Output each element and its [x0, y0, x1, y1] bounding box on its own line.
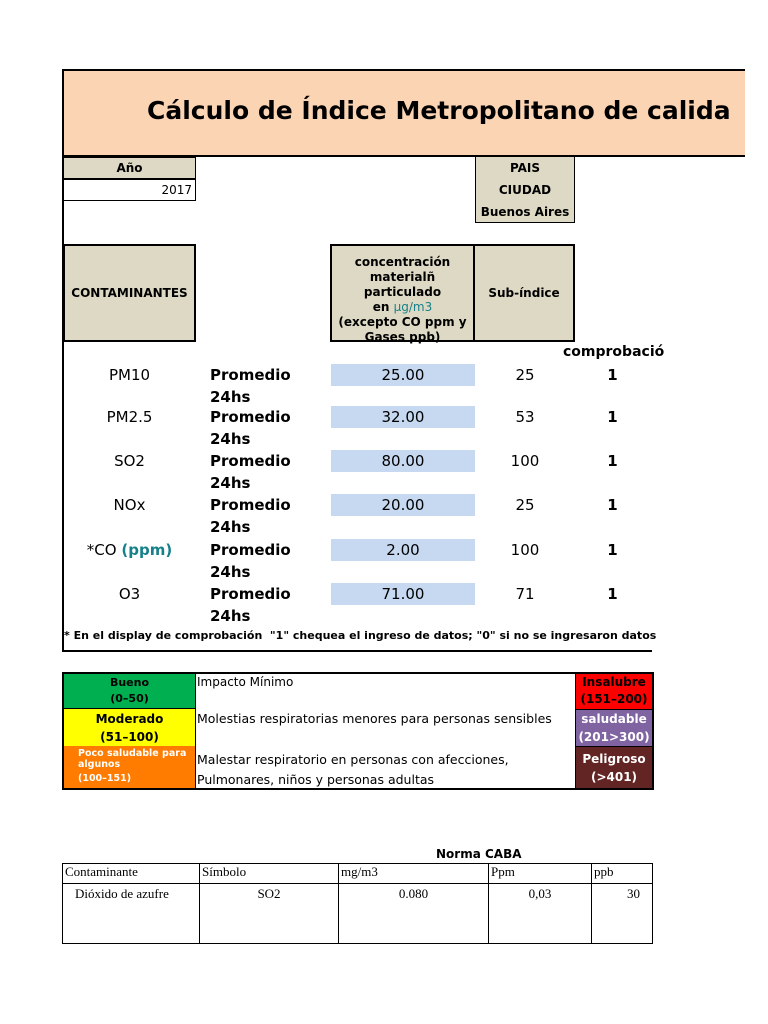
contaminant-name: O3: [118, 585, 141, 603]
legend-moderate-label: Moderado: [95, 712, 164, 726]
country-label: PAIS: [509, 161, 541, 175]
legend-unhealthy-label: Insalubre: [582, 675, 646, 689]
year-input[interactable]: 2017: [63, 179, 196, 201]
norma-header-cell: ppb: [592, 864, 653, 884]
legend-unhealthy-sensitive-impact: [197, 750, 572, 788]
norma-cell-ppm: 0,03: [489, 884, 592, 944]
concentration-input[interactable]: 20.00: [331, 494, 475, 516]
panel-left-border: [62, 157, 64, 651]
contaminant-co-label: *CO: [86, 541, 122, 559]
header-concentration-line4: (excepto CO ppm y: [338, 315, 467, 329]
subindex-value: 100: [510, 541, 540, 559]
legend-very-unhealthy-label: saludable: [581, 712, 647, 726]
period-label: Promedio 24hs: [210, 366, 291, 406]
legend-hazardous: [575, 747, 652, 788]
legend-unhealthy-sensitive-range: (100–151): [78, 773, 132, 784]
norma-header-cell: Contaminante: [63, 864, 200, 884]
norma-table: [62, 863, 653, 944]
concentration-input[interactable]: 25.00: [331, 364, 475, 386]
city-label: CIUDAD: [498, 183, 552, 197]
concentration-input[interactable]: 80.00: [331, 450, 475, 472]
norma-cell-symbol: SO2: [200, 884, 339, 944]
check-value: 1: [607, 452, 618, 470]
header-concentration-line3: [332, 300, 473, 315]
legend-unhealthy-sensitive: [64, 746, 196, 788]
header-subindex: Sub-índice: [475, 244, 575, 342]
page-title: Cálculo de Índice Metropolitano de calida: [147, 96, 731, 125]
period-label: Promedio 24hs: [210, 541, 291, 581]
contaminant-name: SO2: [114, 452, 145, 470]
contaminant-name: [63, 539, 196, 561]
norma-cell-mgm3: 0.080: [339, 884, 489, 944]
concentration-input[interactable]: 71.00: [331, 583, 475, 605]
legend-good-range: (0–50): [110, 692, 149, 705]
period-label: Promedio 24hs: [210, 585, 291, 625]
subindex-value: 25: [515, 366, 535, 384]
norma-header-row: [63, 864, 653, 884]
subindex-value: 25: [515, 496, 535, 514]
header-concentration-prefix: en: [372, 300, 394, 314]
check-value: 1: [607, 541, 618, 559]
legend-unhealthy: [575, 674, 652, 710]
period-label: Promedio 24hs: [210, 452, 291, 492]
concentration-input[interactable]: 32.00: [331, 406, 475, 428]
legend-unhealthy-range: (151–200): [580, 692, 648, 706]
norma-header-cell: Símbolo: [200, 864, 339, 884]
legend-moderate-impact: Molestias respiratorias menores para personas sensibles: [197, 711, 552, 726]
subindex-value: 53: [515, 408, 535, 426]
header-concentration-line5: Gases ppb): [364, 330, 441, 344]
location-box: [475, 157, 575, 223]
norma-cell-name: Dióxido de azufre: [63, 884, 200, 944]
legend-good-impact: Impacto Mínimo: [197, 675, 294, 689]
header-contaminants: CONTAMINANTES: [63, 244, 196, 342]
year-label: Año: [63, 157, 196, 179]
norma-header-cell: Ppm: [489, 864, 592, 884]
header-concentration-unit: µg/m3: [393, 300, 433, 314]
legend-impact-line-1: Malestar respiratorio en personas con afecciones,: [197, 752, 509, 767]
check-value: 1: [607, 408, 618, 426]
header-check: comprobació: [563, 344, 665, 360]
subindex-value: 100: [510, 452, 540, 470]
subindex-value: 71: [515, 585, 535, 603]
legend-unhealthy-sensitive-label-1: Poco saludable para: [78, 748, 187, 759]
legend-unhealthy-sensitive-label-2: algunos: [78, 759, 121, 770]
contaminant-name: PM10: [108, 366, 151, 384]
norma-data-row: [63, 884, 653, 944]
contaminant-co-unit: (ppm): [121, 541, 173, 559]
period-label: Promedio 24hs: [210, 496, 291, 536]
check-value: 1: [607, 366, 618, 384]
panel-bottom-border: [62, 650, 652, 652]
norma-cell-ppb: 30: [592, 884, 653, 944]
concentration-input[interactable]: 2.00: [331, 539, 475, 561]
legend-good-label: Bueno: [109, 676, 150, 689]
legend-moderate-range: (51–100): [100, 730, 159, 744]
footnote: * En el display de comprobación "1" chequea el ingreso de datos; "0" si no se ingresaron datos: [64, 629, 657, 642]
contaminant-name: PM2.5: [106, 408, 153, 426]
check-value: 1: [607, 585, 618, 603]
period-label: Promedio 24hs: [210, 408, 291, 448]
city-value: Buenos Aires: [480, 205, 570, 219]
legend-hazardous-range: (>401): [590, 770, 638, 784]
legend-very-unhealthy: [575, 710, 652, 747]
check-value: 1: [607, 496, 618, 514]
norma-header-cell: mg/m3: [339, 864, 489, 884]
header-concentration: [330, 244, 475, 342]
legend-impact-line-2: Pulmonares, niños y personas adultas: [197, 772, 435, 787]
norma-title: Norma CABA: [436, 847, 522, 861]
legend-good: [64, 674, 196, 709]
contaminant-name: NOx: [113, 496, 146, 514]
header-concentration-line1: concentración: [354, 255, 451, 269]
legend-very-unhealthy-range: (201>300): [578, 730, 650, 744]
legend-hazardous-label: Peligroso: [582, 752, 646, 766]
legend-moderate: [64, 709, 196, 746]
header-concentration-line2: materialñ particulado: [363, 270, 442, 299]
